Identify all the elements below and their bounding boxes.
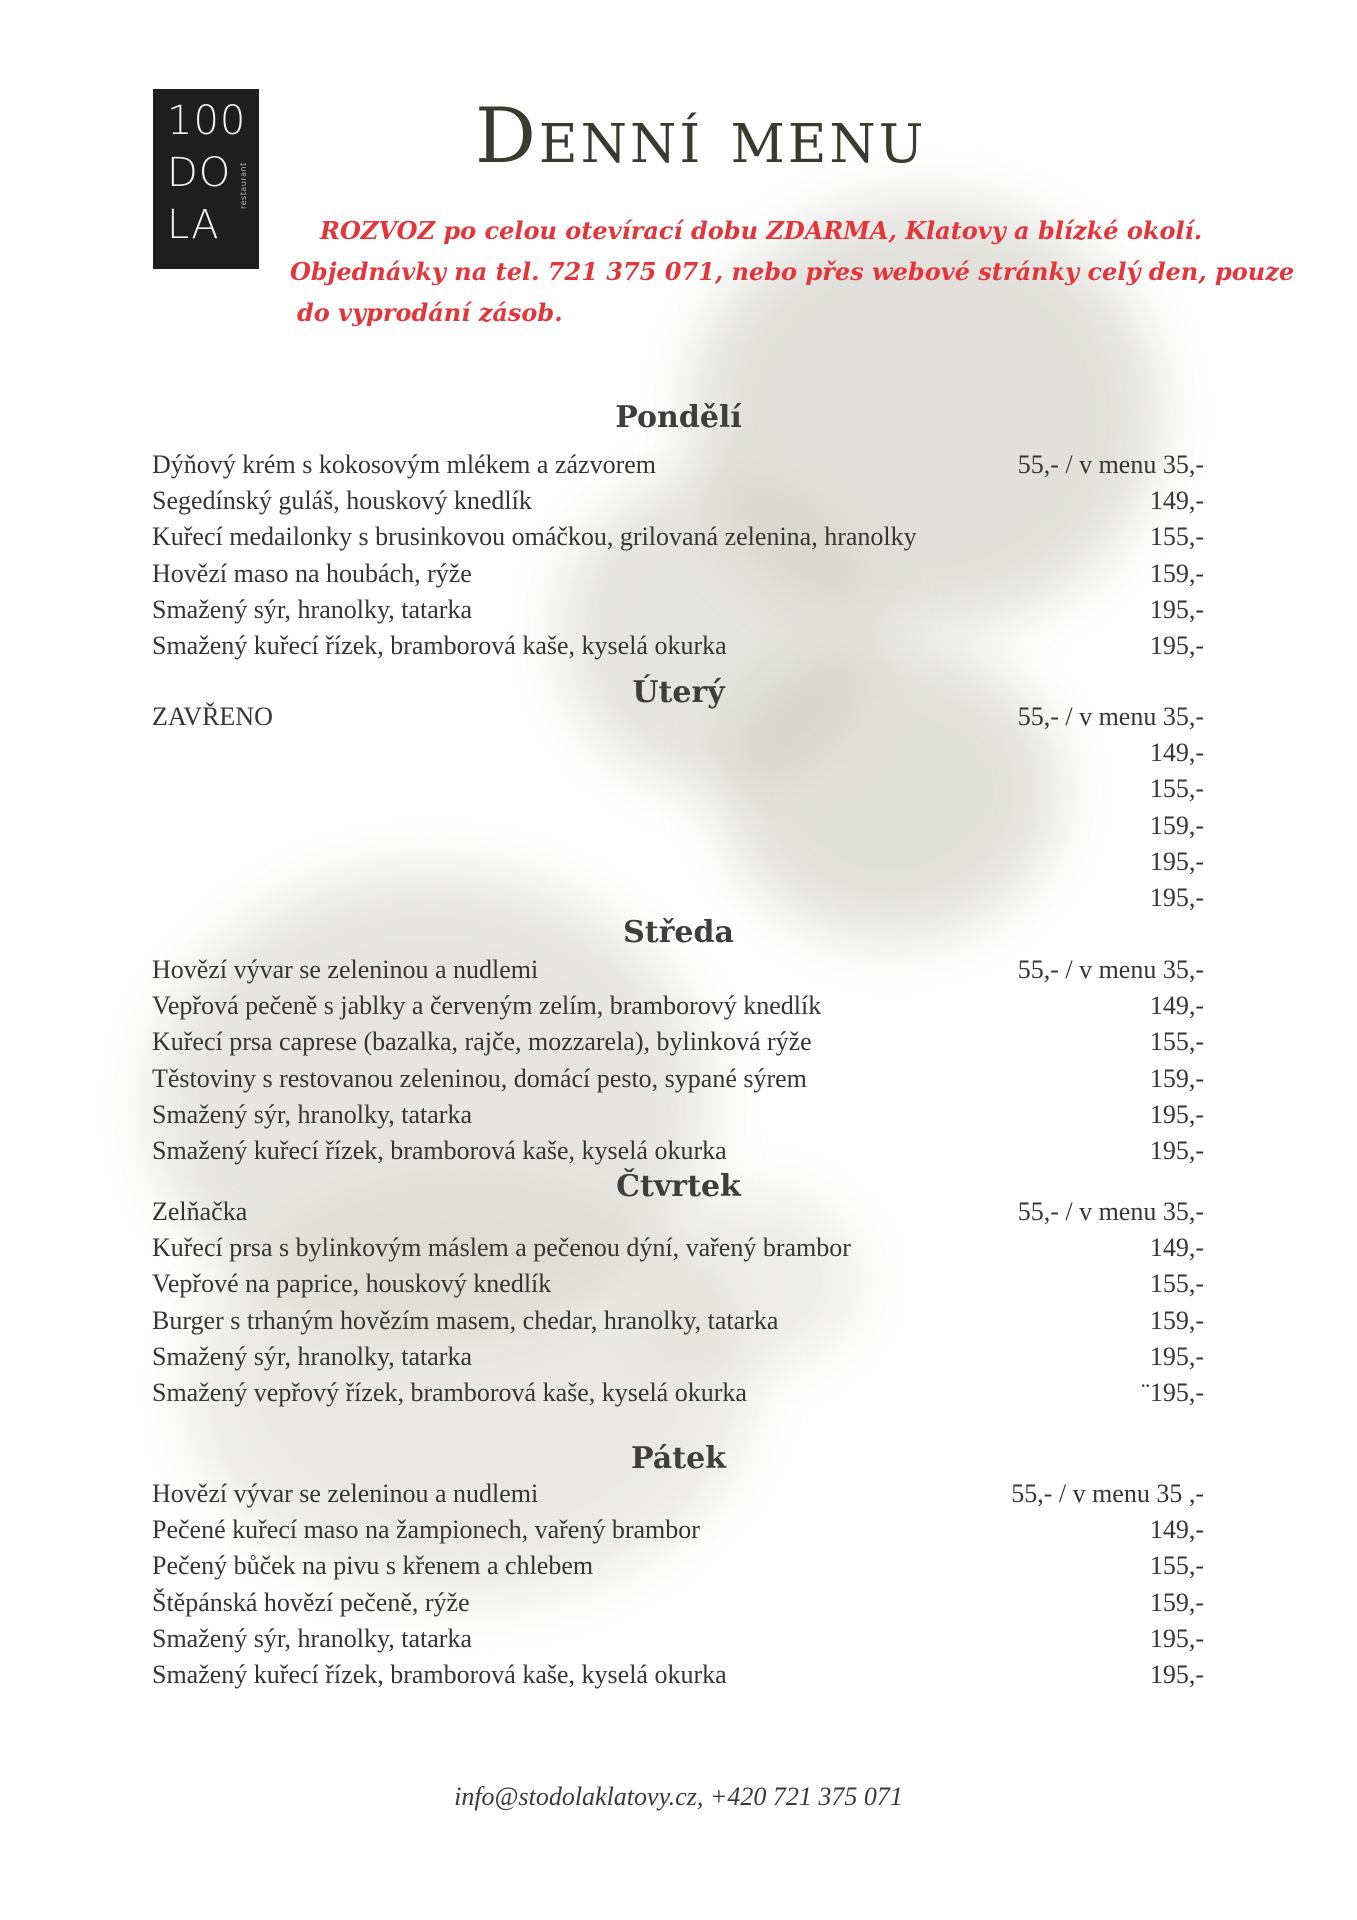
page-title: Denní menu	[475, 91, 927, 180]
dish-price: 195,-	[1149, 846, 1204, 876]
day-heading: Úterý	[632, 675, 725, 710]
dish-price: 55,- / v menu 35,-	[1017, 1197, 1204, 1226]
dish-price: 195,-	[1149, 631, 1204, 660]
watercolor-stain	[640, 1190, 860, 1370]
dish-price: 155,-	[1149, 522, 1204, 552]
dish-name: Smažený kuřecí řízek, bramborová kaše, kyselá okurka	[152, 1660, 727, 1689]
dish-name: Smažený kuřecí řízek, bramborová kaše, kyselá okurka	[152, 1136, 727, 1165]
dish-price: 149,-	[1149, 486, 1204, 516]
delivery-notice-line2: Objednávky na tel. 721 375 071, nebo přes webové stránky celý den, pouze	[290, 257, 1295, 286]
dish-name: Pečené kuřecí maso na žampionech, vařený brambor	[152, 1515, 700, 1545]
dish-name: Zelňačka	[152, 1197, 248, 1226]
dish-name: Hovězí vývar se zeleninou a nudlemi	[152, 955, 539, 984]
dish-price: 195,-	[1149, 594, 1204, 624]
dish-price: 159,-	[1149, 810, 1204, 840]
dish-name: Hovězí maso na houbách, rýže	[152, 558, 472, 588]
dish-name: Těstoviny s restovanou zeleninou, domácí pesto, sypané sýrem	[152, 1063, 807, 1093]
dish-name: Smažený sýr, hranolky, tatarka	[152, 1623, 472, 1653]
dish-name: Smažený sýr, hranolky, tatarka	[152, 594, 472, 624]
dish-price: 155,-	[1149, 1027, 1204, 1057]
dish-price: 149,-	[1149, 1515, 1204, 1545]
dish-name: Vepřová pečeně s jablky a červeným zelím, bramborový knedlík	[152, 991, 822, 1021]
dish-price: 195,-	[1149, 1136, 1204, 1165]
delivery-notice-line1: ROZVOZ po celou otevírací dobu ZDARMA, Klatovy a blízké okolí.	[320, 216, 1203, 245]
dish-price: 195,-	[1149, 1341, 1204, 1371]
dish-name: Hovězí vývar se zeleninou a nudlemi	[152, 1479, 539, 1508]
day-heading: Pátek	[631, 1441, 726, 1476]
dish-price: 159,-	[1149, 1587, 1204, 1617]
dish-name: Kuřecí medailonky s brusinkovou omáčkou, grilovaná zelenina, hranolky	[152, 522, 917, 552]
dish-name: Dýňový krém s kokosovým mlékem a zázvorem	[152, 450, 656, 479]
day-heading: Čtvrtek	[616, 1169, 741, 1204]
dish-price: 149,-	[1149, 991, 1204, 1021]
dish-name: Kuřecí prsa s bylinkovým máslem a pečenou dýní, vařený brambor	[152, 1233, 851, 1263]
dish-price: 159,-	[1149, 558, 1204, 588]
dish-price: 155,-	[1149, 1551, 1204, 1581]
dish-name: Smažený sýr, hranolky, tatarka	[152, 1099, 472, 1129]
day-heading: Středa	[623, 915, 734, 950]
dish-price: 55,- / v menu 35,-	[1017, 702, 1204, 731]
dish-price: 195,-	[1149, 1623, 1204, 1653]
dish-price: 159,-	[1149, 1305, 1204, 1335]
dish-price: 195,-	[1149, 1660, 1204, 1689]
day-heading: Pondělí	[615, 400, 742, 435]
dish-price: ¨195,-	[1141, 1378, 1204, 1407]
dish-name: Smažený sýr, hranolky, tatarka	[152, 1341, 472, 1371]
restaurant-logo	[153, 89, 259, 269]
logo-text-line3: LA	[167, 202, 220, 248]
dish-price: 149,-	[1149, 738, 1204, 768]
dish-name: Pečený bůček na pivu s křenem a chlebem	[152, 1551, 594, 1581]
dish-name: Kuřecí prsa caprese (bazalka, rajče, mozzarela), bylinková rýže	[152, 1027, 812, 1057]
dish-price: 159,-	[1149, 1063, 1204, 1093]
dish-name: ZAVŘENO	[152, 702, 273, 731]
dish-price: 55,- / v menu 35 ,-	[1011, 1479, 1204, 1508]
dish-name: Smažený vepřový řízek, bramborová kaše, kyselá okurka	[152, 1378, 747, 1407]
dish-name: Burger s trhaným hovězím masem, chedar, hranolky, tatarka	[152, 1305, 779, 1335]
dish-price: 55,- / v menu 35,-	[1017, 450, 1204, 479]
dish-price: 149,-	[1149, 1233, 1204, 1263]
logo-text-line2: DO	[167, 150, 232, 196]
dish-name: Smažený kuřecí řízek, bramborová kaše, kyselá okurka	[152, 631, 727, 660]
dish-name: Štěpánská hovězí pečeně, rýže	[152, 1587, 470, 1617]
dish-price: 155,-	[1149, 1269, 1204, 1299]
dish-price: 195,-	[1149, 883, 1204, 912]
dish-name: Segedínský guláš, houskový knedlík	[152, 486, 532, 516]
dish-price: 55,- / v menu 35,-	[1017, 955, 1204, 984]
logo-subtext: restaurant	[239, 162, 248, 209]
dish-price: 155,-	[1149, 774, 1204, 804]
dish-name: Vepřové na paprice, houskový knedlík	[152, 1269, 552, 1299]
contact-footer: info@stodolaklatovy.cz, +420 721 375 071	[454, 1782, 903, 1811]
delivery-notice-line3: do vyprodání zásob.	[297, 298, 563, 327]
dish-price: 195,-	[1149, 1099, 1204, 1129]
logo-text-line1: 100	[167, 98, 247, 144]
